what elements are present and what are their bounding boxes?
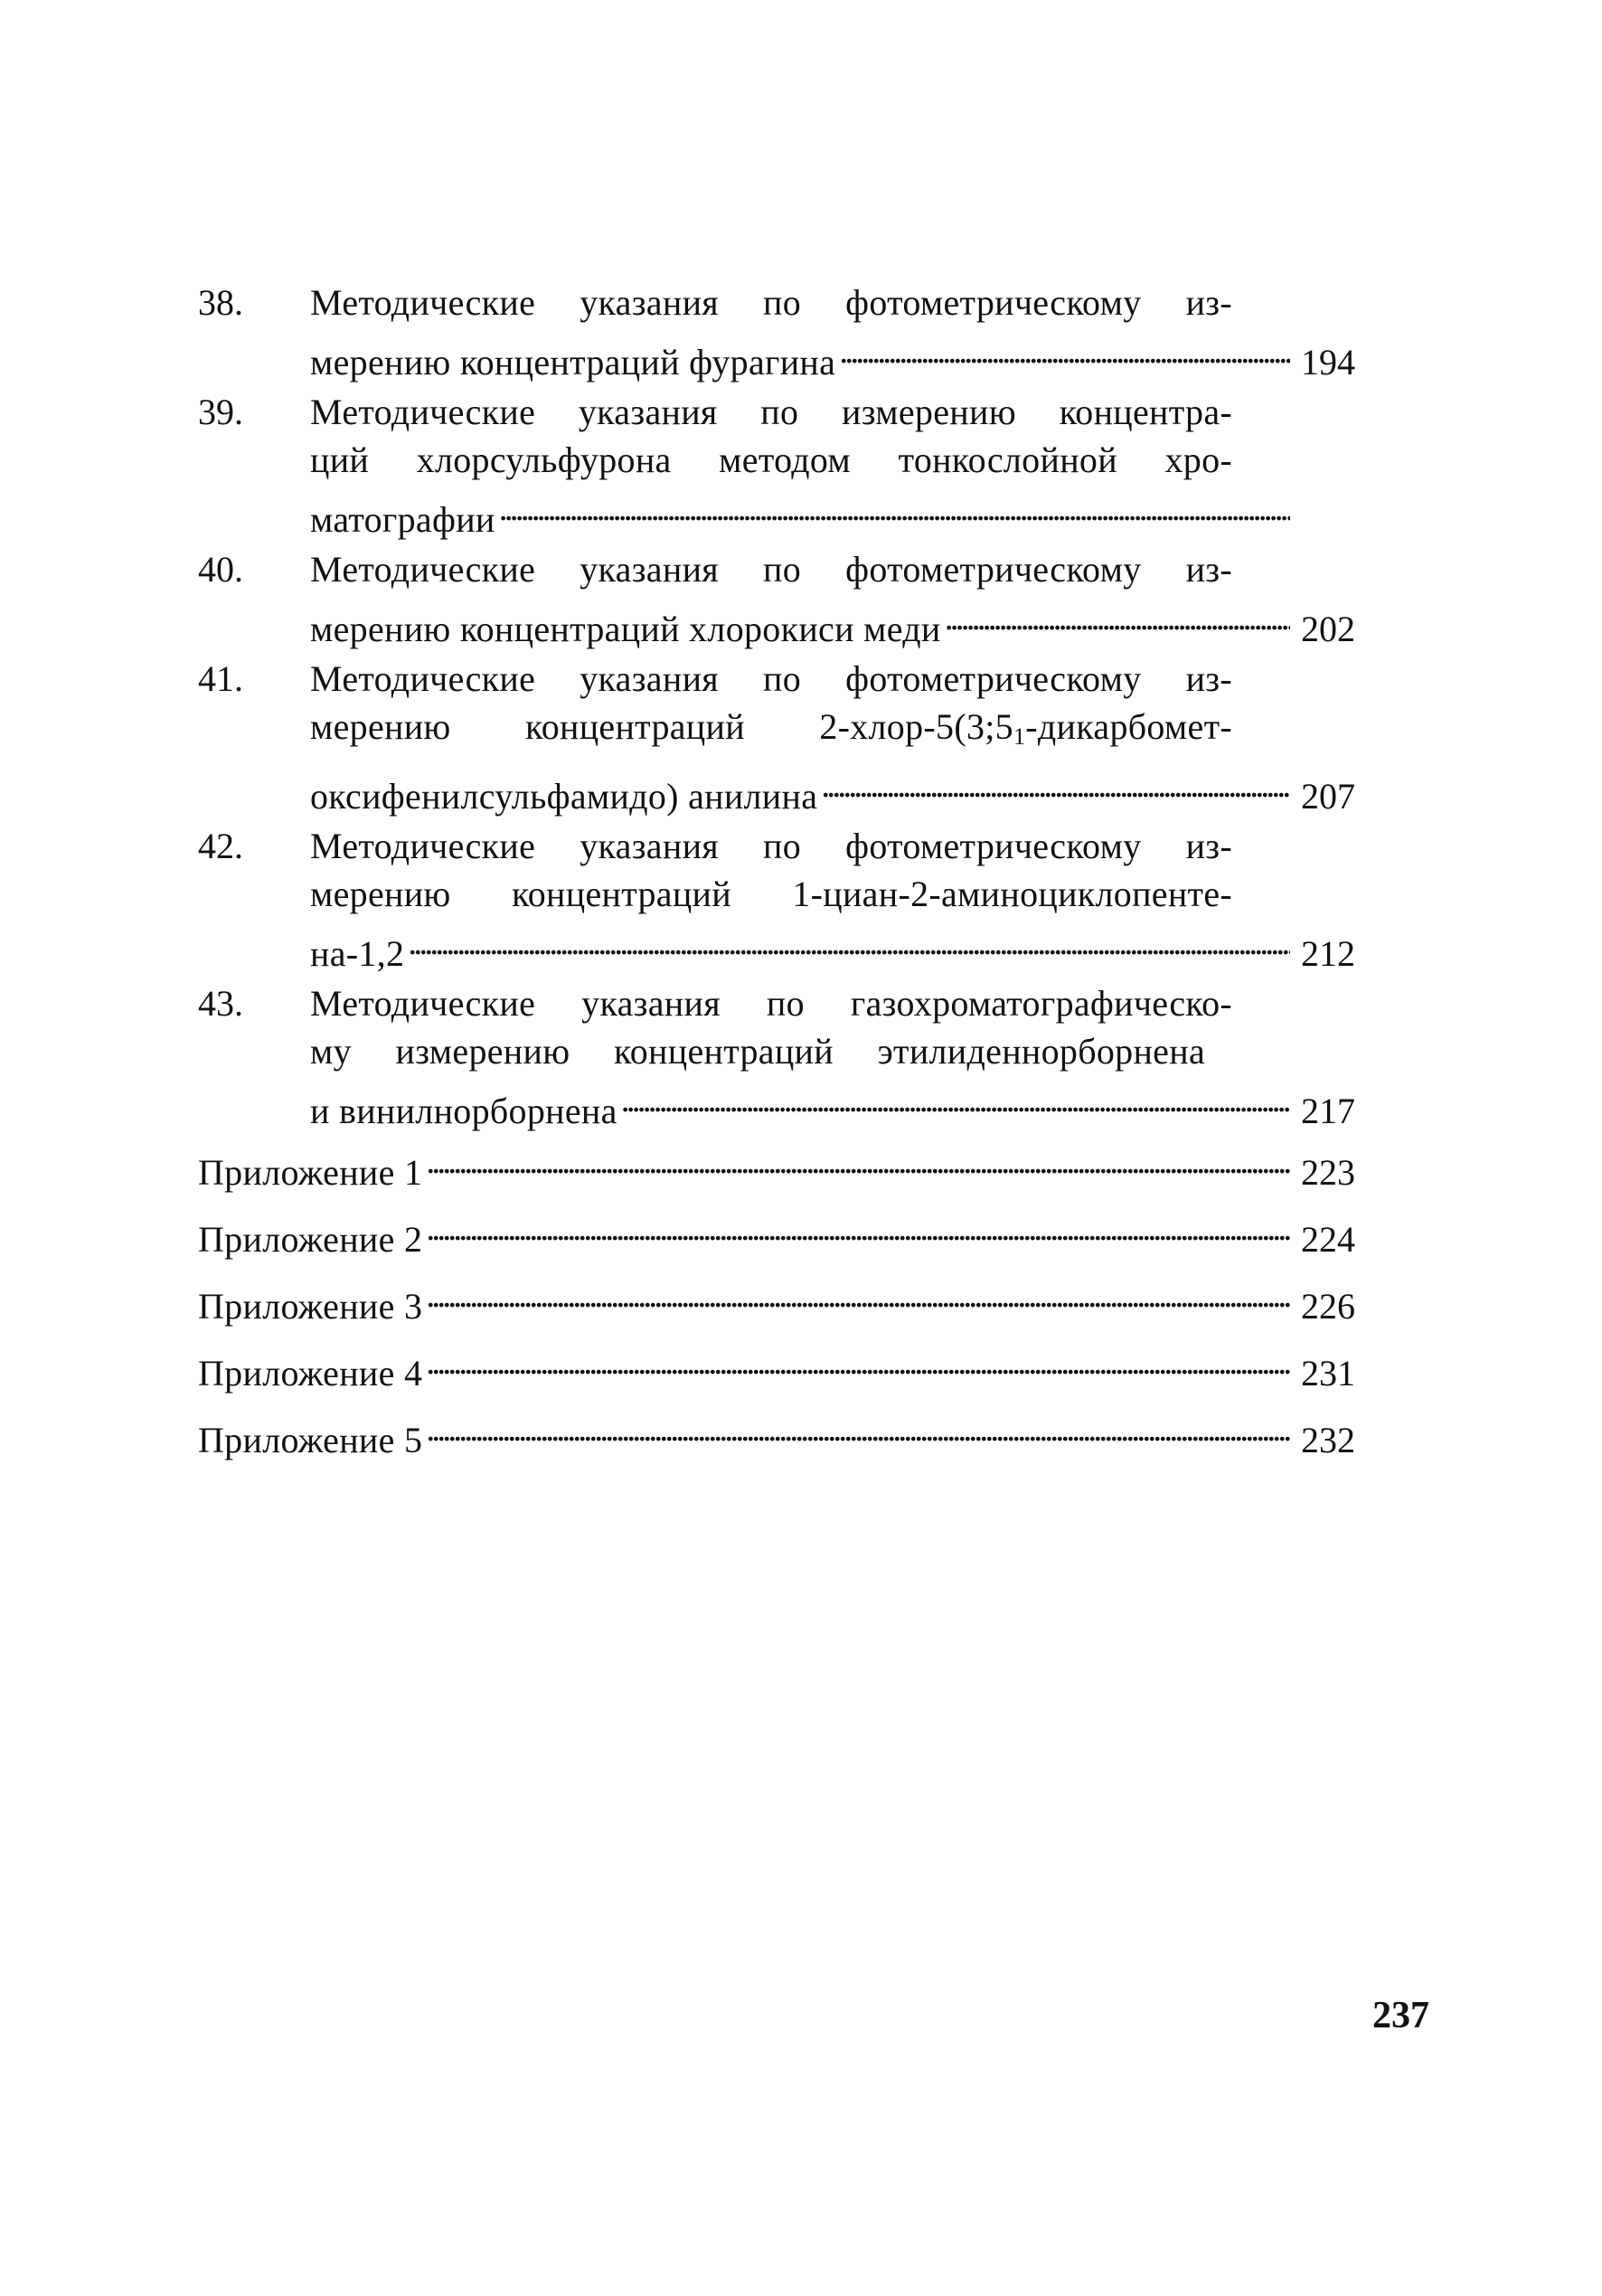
toc-entry-40 [198, 545, 1355, 653]
appendix-entry [198, 1137, 1355, 1196]
entry-text-line: му измерению концентраций этилиденнорборнена [310, 1031, 1205, 1072]
entry-body [310, 822, 1355, 978]
entry-formula-line [310, 703, 1232, 761]
page-number: 237 [1372, 1995, 1429, 2036]
entry-page: 207 [1301, 776, 1355, 817]
entry-page: 202 [1301, 609, 1355, 649]
entry-text-line: ций хлорсульфурона методом тонкослойной хро- [310, 439, 1232, 480]
dot-leader [426, 1204, 1290, 1252]
entry-body [310, 655, 1355, 820]
entry-body [310, 279, 1355, 386]
appendix-page: 226 [1301, 1286, 1355, 1327]
dot-leader [426, 1404, 1290, 1452]
entry-page: 212 [1301, 933, 1355, 974]
appendix-entry [198, 1404, 1355, 1464]
table-of-contents [198, 279, 1355, 1471]
entry-last-line: мерению концентраций хлорокиси меди [310, 609, 941, 649]
toc-entry-41 [198, 655, 1355, 820]
entry-text-line: Методические указания по фотометрическому из- [310, 549, 1232, 590]
appendix-entry [198, 1337, 1355, 1397]
appendix-entry [198, 1271, 1355, 1330]
entry-text-line: Методические указания по фотометрическому из- [310, 282, 1232, 323]
dot-leader [426, 1271, 1290, 1318]
dot-leader [499, 484, 1290, 532]
toc-entry-43 [198, 979, 1355, 1135]
dot-leader [426, 1137, 1290, 1185]
appendix-label: Приложение 5 [198, 1420, 423, 1460]
entry-body [310, 545, 1355, 653]
appendix-page: 232 [1301, 1420, 1355, 1460]
appendix-label: Приложение 3 [198, 1286, 423, 1327]
toc-entry-38 [198, 279, 1355, 386]
entry-leader-line [310, 761, 1355, 820]
entry-body [310, 979, 1355, 1135]
dot-leader [945, 593, 1290, 641]
appendix-page: 231 [1301, 1353, 1355, 1394]
dot-leader [839, 326, 1290, 374]
appendix-entry [198, 1204, 1355, 1263]
formula-subscript: 1 [1013, 723, 1026, 750]
dot-leader [821, 761, 1290, 808]
entry-text-line: мерению концентраций 1-циан-2-аминоциклопенте- [310, 874, 1232, 914]
entry-leader-line [310, 1075, 1355, 1135]
entry-text-line: Методические указания по измерению концентра- [310, 392, 1232, 432]
formula-before: мерению концентраций 2-хлор-5(3;5 [310, 706, 1013, 747]
entry-leader-line [310, 918, 1355, 978]
entry-last-line: оксифенилсульфамидо) анилина [310, 776, 818, 817]
formula-after: -дикарбомет- [1025, 706, 1232, 747]
appendix-page: 224 [1301, 1219, 1355, 1260]
entry-page: 194 [1301, 342, 1355, 383]
entry-last-line: матографии [310, 499, 495, 540]
entry-leader-line [310, 326, 1355, 386]
entry-last-line: мерению концентраций фурагина [310, 342, 836, 383]
entry-text-line: Методические указания по газохроматографическо- [310, 983, 1232, 1024]
toc-entry-39 [198, 388, 1355, 543]
appendix-label: Приложение 1 [198, 1152, 423, 1193]
entry-number: 38. [198, 282, 243, 323]
entry-number: 41. [198, 658, 243, 699]
entry-body [310, 388, 1355, 543]
dot-leader [408, 918, 1290, 966]
appendix-label: Приложение 4 [198, 1353, 423, 1394]
dot-leader [621, 1075, 1290, 1123]
dot-leader [426, 1337, 1290, 1385]
appendix-label: Приложение 2 [198, 1219, 423, 1260]
entry-number: 43. [198, 983, 243, 1024]
entry-page: 217 [1301, 1091, 1355, 1131]
entry-text-line: Методические указания по фотометрическому из- [310, 826, 1232, 866]
entry-last-line: и винилнорборнена [310, 1091, 617, 1131]
toc-entry-42 [198, 822, 1355, 978]
entry-last-line: на-1,2 [310, 933, 405, 974]
entry-number: 40. [198, 549, 243, 590]
appendix-page: 223 [1301, 1152, 1355, 1193]
entry-leader-line [310, 593, 1355, 653]
entry-number: 42. [198, 826, 243, 866]
entry-text-line: Методические указания по фотометрическому из- [310, 658, 1232, 699]
entry-leader-line [310, 484, 1355, 543]
appendix-list [198, 1137, 1355, 1464]
entry-number: 39. [198, 392, 243, 432]
